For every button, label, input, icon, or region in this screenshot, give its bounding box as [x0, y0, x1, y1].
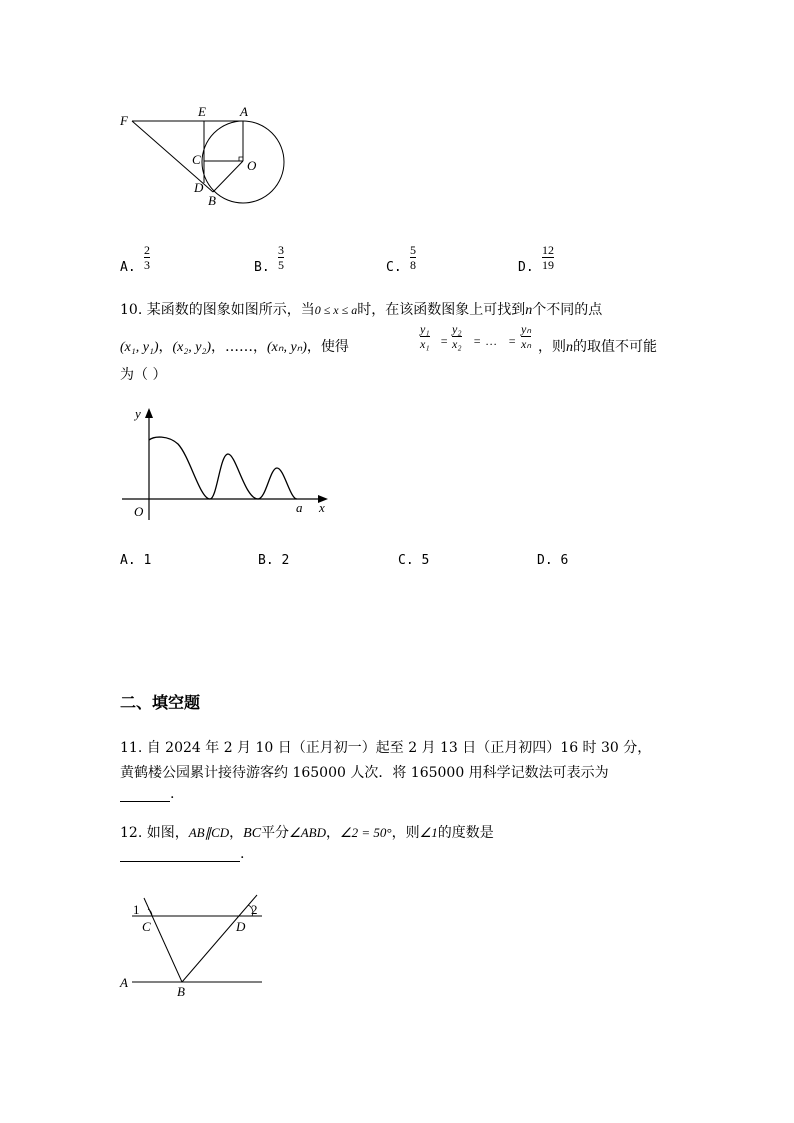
label-a: A: [240, 104, 248, 119]
label-f: F: [120, 113, 128, 128]
q12-line-1: 12. 如图，AB∥CD，BC平分∠ABD，∠2 = 50°，则∠1的度数是: [120, 825, 494, 841]
label-y: y: [135, 406, 141, 421]
q9-option-c-fraction: [410, 244, 416, 271]
q12-end-punct: .: [240, 846, 245, 862]
q10-function-graph: [120, 402, 340, 527]
section-title: 二、填空题: [120, 693, 201, 712]
q9-option-d-num: 12: [542, 243, 554, 257]
q10-tail-text: 的取值不可能: [573, 339, 657, 355]
q10-point-n: (xₙ, yₙ): [267, 340, 307, 355]
q10-equals-2: =: [473, 334, 482, 348]
q12-parallel-lines-figure: [115, 890, 275, 1000]
label-a: A: [120, 975, 128, 990]
label-d: D: [194, 180, 204, 195]
label-e: E: [198, 104, 206, 119]
q11-line-2: 黄鹤楼公园累计接待游客约 165000 人次．将 165000 用科学记数法可表示为: [120, 765, 609, 781]
q9-option-b-num: 3: [278, 243, 284, 257]
q11-line-3: [120, 786, 174, 802]
q10-ratio-n: [521, 323, 531, 350]
q12-line-2: [120, 846, 244, 862]
q10-point-1: (x₁, y₁): [120, 340, 159, 355]
q12-parallel: AB∥CD: [188, 825, 230, 840]
q10-ratio-n-num: yₙ: [521, 322, 532, 336]
q10-then-text: ，则: [538, 339, 566, 355]
q11-answer-blank[interactable]: [120, 787, 170, 802]
q12-answer-blank[interactable]: [120, 847, 240, 862]
q10-line-1: [120, 299, 602, 319]
q9-option-d-letter[interactable]: D.: [518, 260, 534, 275]
q10-equals-1: =: [440, 334, 449, 348]
segment-bd-extended: [182, 895, 257, 982]
q9-option-d-fraction: [542, 244, 554, 271]
q10-point-2: (x₂, y₂): [172, 340, 211, 355]
q9-option-c-den: 8: [410, 258, 416, 272]
q10-ellipsis: ，……，: [211, 339, 267, 355]
q12-then: ，则: [391, 825, 420, 841]
q9-option-a-den: 3: [144, 258, 150, 272]
right-angle-mark: [239, 157, 243, 161]
q9-option-b-den: 5: [278, 258, 284, 272]
q11-line-1: 11. 自 2024 年 2 月 10 日（正月初一）起至 2 月 13 日（正月初四）16 时 30 分，: [120, 740, 652, 756]
q10-line-2: (x₁, y₁)，(x₂, y₂)，……，(xₙ, yₙ)，使得: [120, 339, 349, 355]
q10-ratio-2-num: y₂: [452, 322, 462, 336]
label-origin: O: [134, 504, 144, 519]
segment-ob: [213, 161, 243, 192]
y-axis-arrow: [145, 408, 153, 418]
label-a: a: [296, 500, 303, 515]
q10-option-d[interactable]: D. 6: [537, 553, 569, 568]
q10-ratio-n-den: xₙ: [521, 337, 532, 351]
q10-text-1c: 个不同的点: [532, 302, 603, 318]
label-x: x: [319, 500, 325, 515]
q12-angle1: ∠1: [419, 825, 438, 840]
label-b: B: [177, 984, 185, 999]
label-d: D: [236, 919, 246, 934]
q10-option-c[interactable]: C. 5: [398, 553, 430, 568]
q9-option-b-fraction: [278, 244, 284, 271]
q12-bc: BC: [243, 826, 262, 841]
q12-lead: 12. 如图，: [120, 825, 189, 841]
q10-text-1a: 10. 某函数的图象如图所示，当: [120, 302, 315, 318]
q12-tail: 的度数是: [437, 825, 494, 841]
q12-abd: ∠ABD: [289, 825, 326, 840]
q10-ratio-1: [420, 323, 430, 350]
q12-bisect: 平分: [261, 825, 290, 841]
q11-end-punct: .: [170, 786, 175, 802]
q10-n-var-2: n: [566, 340, 573, 355]
label-2: 2: [251, 902, 258, 917]
q10-text-1b: 时，在该函数图象上可找到: [357, 302, 526, 318]
q10-condition: 0 ≤ x ≤ a: [314, 303, 358, 317]
label-o: O: [247, 158, 257, 173]
q10-make-text: ，使得: [306, 339, 349, 355]
q10-ratio-2-den: x₂: [452, 337, 462, 351]
q9-option-c-letter[interactable]: C.: [386, 260, 402, 275]
q10-ratio-1-den: x₁: [420, 337, 430, 351]
q10-line-3: 为（ ）: [120, 367, 167, 383]
label-1: 1: [133, 902, 140, 917]
q9-option-b-letter[interactable]: B.: [254, 260, 270, 275]
q9-circle-figure: [110, 100, 300, 215]
q10-n-var: n: [525, 303, 533, 318]
q9-option-a-letter[interactable]: A.: [120, 260, 136, 275]
q10-ratio-1-num: y₁: [420, 322, 430, 336]
q10-line-2-tail: [538, 336, 657, 356]
q12-angle2: ∠2 = 50°: [340, 825, 392, 840]
q10-ratio-2: [452, 323, 462, 350]
q10-equals-3: =: [508, 334, 517, 348]
q9-option-c-num: 5: [410, 243, 416, 257]
q10-option-a[interactable]: A. 1: [120, 553, 152, 568]
function-curve: [149, 437, 297, 499]
q9-option-d-den: 19: [542, 258, 554, 272]
label-c: C: [142, 919, 151, 934]
label-b: B: [208, 193, 216, 208]
q9-option-a-num: 2: [144, 243, 150, 257]
q10-cdots: …: [486, 334, 497, 348]
q9-option-a-fraction: [144, 244, 150, 271]
label-c: C: [192, 152, 201, 167]
q10-option-b[interactable]: B. 2: [258, 553, 290, 568]
